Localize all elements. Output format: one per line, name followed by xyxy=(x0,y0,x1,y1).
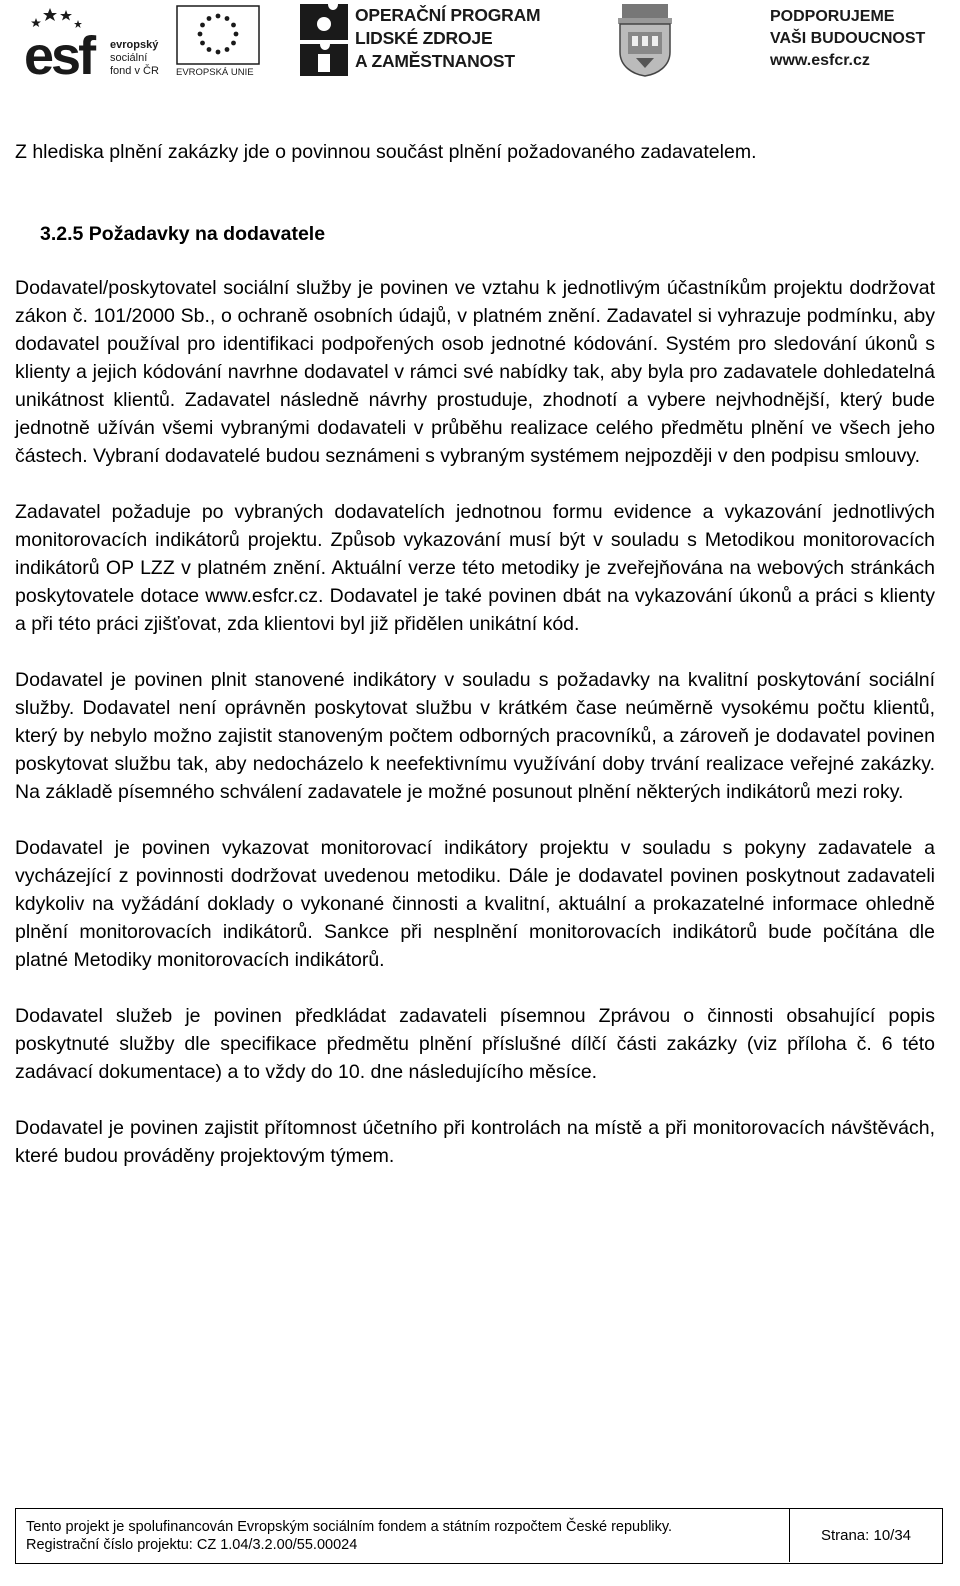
slogan-url: www.esfcr.cz xyxy=(770,52,870,69)
paragraph: Dodavatel služeb je povinen předkládat zadavateli písemnou Zprávou o činnosti obsahující popis poskytnuté služby dle specifikace předmětu plnění příslušné dílčí části zakázky (viz příloha č. 6 této zadávací dokumentace) a to vždy do 10. dne následujícího měsíce. xyxy=(15,1005,935,1083)
esf-logo-text: esf xyxy=(24,26,94,78)
page-number: Strana: 10/34 xyxy=(820,1527,912,1544)
svg-text:fond v ČR: fond v ČR xyxy=(110,65,159,77)
svg-text:evropský: evropský xyxy=(110,39,159,51)
slogan-block xyxy=(770,6,950,76)
section-heading: 3.2.5 Požadavky na dodavatele xyxy=(40,223,326,245)
puzzle-icon xyxy=(298,2,350,78)
svg-text:sociální: sociální xyxy=(110,52,148,64)
op-line-3: A ZAMĚSTNANOST xyxy=(355,51,515,71)
city-crest-logo xyxy=(614,2,676,78)
footer-text xyxy=(16,1509,790,1562)
op-line-1: OPERAČNÍ PROGRAM xyxy=(355,5,541,25)
paragraph: Dodavatel je povinen zajistit přítomnost účetního při kontrolách na místě a při monitorovacích návštěvách, které budou prováděny projektovým týmem. xyxy=(15,1117,935,1167)
eu-flag-logo xyxy=(176,5,260,77)
op-line-2: LIDSKÉ ZDROJE xyxy=(355,28,493,48)
paragraph: Dodavatel/poskytovatel sociální služby je povinen ve vztahu k jednotlivým účastníkům projektu dodržovat zákon č. 101/2000 Sb., o ochraně osobních údajů, v platném znění. Zadavatel si vyhrazuje podmínku, aby dodavatel používal pro identifikaci podpořených osob jednotné kódování. Systém pro sledování úkonů s klienty a jejich kódování navrhne dodavatel v rámci své nabídky tak, aby byla pro zadavatele dohledatelná unikátnost klientů. Zadavatel následně návrhy prostuduje, zhodnotí a vybere nejvhodnější, který bude jednotně užíván všemi vybranými dodavateli v průběhu realizace celého předmětu plnění ve všech jeho částech. Vybraní dodavatelé budou seznámeni s vybraným systémem nejpozději v den podpisu smlouvy. xyxy=(15,277,935,467)
slogan-line-2: VAŠI BUDOUCNOST xyxy=(770,30,926,47)
paragraph: Zadavatel požaduje po vybraných dodavatelích jednotnou formu evidence a vykazování jednotlivých monitorovacích indikátorů projektu. Způsob vykazování musí být v souladu s Metodikou monitorovacích indikátorů OP LZZ v platném znění. Aktuální verze této metodiky je zveřejňována na webových stránkách poskytovatele dotace www.esfcr.cz. Dodavatel je také povinen dbát na vykazování úkonů a práci s klienty a při této práci zjišťovat, zda klientovi byl již přidělen unikátní kód. xyxy=(15,501,935,635)
document-body xyxy=(15,138,935,1170)
op-lzz-logo xyxy=(298,2,548,78)
intro-paragraph: Z hlediska plnění zakázky jde o povinnou součást plnění požadovaného zadavatelem. xyxy=(15,141,757,163)
paragraph: Dodavatel je povinen plnit stanovené indikátory v souladu s požadavky na kvalitní poskytování sociální služby. Dodavatel není oprávněn poskytovat službu v krátkém čase neúměrně vysokému počtu klientů, který by nebylo možno zajistit stanoveným počtem odborných pracovníků, a zároveň je dodavatel povinen poskytovat službu tak, aby nedocházelo k neefektivnímu využívání doby trvání realizace veřejné zakázky. Na základě písemného schválení zadavatele je možné posunout plnění některých indikátorů mezi roky. xyxy=(15,669,935,803)
svg-text:EVROPSKÁ UNIE: EVROPSKÁ UNIE xyxy=(176,67,254,77)
page-footer xyxy=(15,1508,943,1564)
slogan-line-1: PODPORUJEME xyxy=(770,8,895,25)
logo-strip xyxy=(0,0,960,80)
footer-registration: Registrační číslo projektu: CZ 1.04/3.2.00/55.00024 xyxy=(26,1537,358,1553)
footer-funding-note: Tento projekt je spolufinancován Evropským sociálním fondem a státním rozpočtem České republiky. xyxy=(26,1519,673,1535)
paragraph: Dodavatel je povinen vykazovat monitorovací indikátory projektu v souladu s pokyny zadavatele a vycházející z povinnosti dodržovat uvedenou metodiku. Dále je dodavatel povinen poskytnout zadavateli kdykoliv na vyžádání doklady o vykonané činnosti a kvalitní, aktuální a prokazatelné informace ohledně plnění monitorovacích indikátorů. Sankce při nesplnění monitorovacích indikátorů bude počítána dle platné Metodiky monitorovacích indikátorů. xyxy=(15,837,935,971)
esf-logo xyxy=(22,4,172,78)
